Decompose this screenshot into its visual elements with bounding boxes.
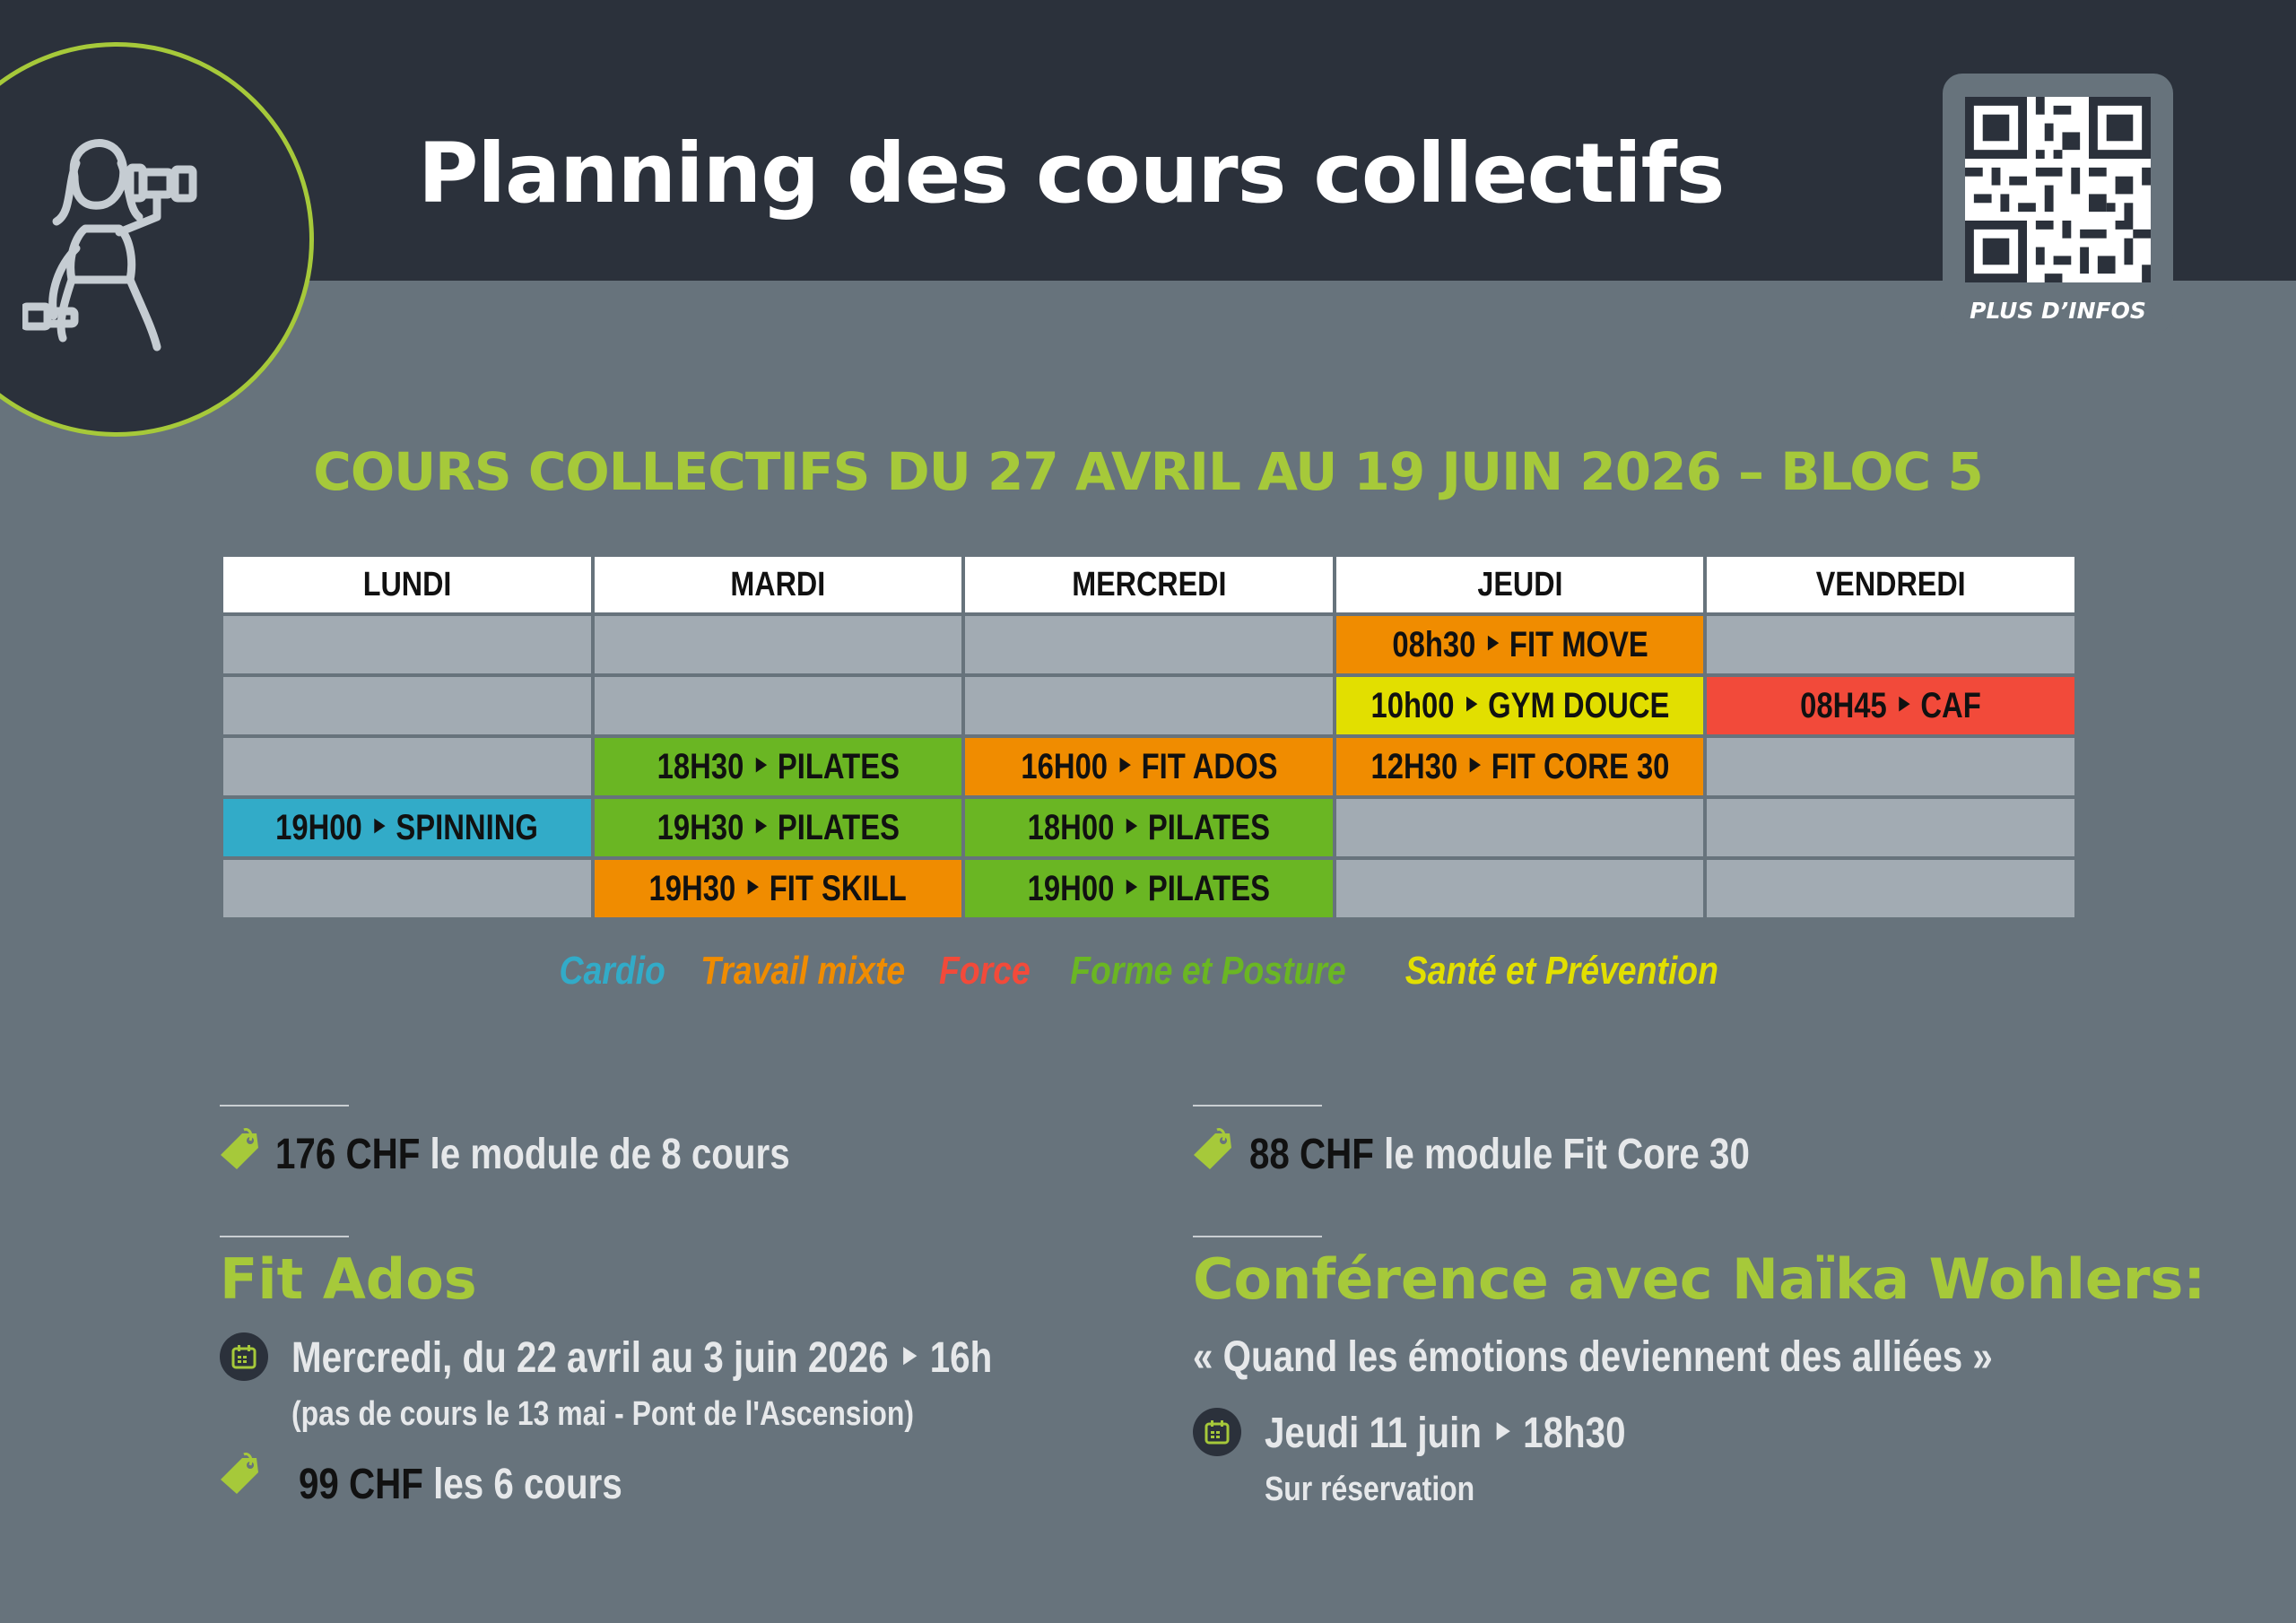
calendar-icon xyxy=(220,1332,268,1381)
schedule-row xyxy=(222,797,2076,858)
empty-slot xyxy=(222,614,593,675)
fit-ados-date: Mercredi, du 22 avril au 3 juin 2026 ‣ 16h xyxy=(291,1334,993,1382)
class-slot: 18H30 ‣ PILATES xyxy=(593,736,964,797)
schedule-row xyxy=(222,614,2076,675)
calendar-icon xyxy=(1193,1408,1241,1456)
conference-title: Conférence avec Naïka Wohlers: xyxy=(1193,1246,2206,1312)
day-header: VENDREDI xyxy=(1705,555,2076,614)
legend-item: Santé et Prévention xyxy=(1405,949,1718,993)
fit-ados-note: (pas de cours le 13 mai - Pont de l'Ascension) xyxy=(291,1395,915,1433)
class-slot: 19H00 ‣ SPINNING xyxy=(222,797,593,858)
conference-quote: « Quand les émotions deviennent des alliées » xyxy=(1193,1333,1993,1381)
class-slot: 16H00 ‣ FIT ADOS xyxy=(963,736,1335,797)
price-fit-core: 88 CHF le module Fit Core 30 xyxy=(1249,1131,1750,1178)
schedule-subtitle: COURS COLLECTIFS DU 27 AVRIL AU 19 JUIN 2026 – BLOC 5 xyxy=(313,441,1983,502)
empty-slot xyxy=(1705,858,2076,919)
price-tag-icon xyxy=(1190,1128,1235,1178)
price-tag-icon xyxy=(217,1128,262,1178)
empty-slot xyxy=(963,614,1335,675)
empty-slot xyxy=(1335,797,1706,858)
class-slot: 12H30 ‣ FIT CORE 30 xyxy=(1335,736,1706,797)
schedule-row xyxy=(222,675,2076,736)
legend-item: Cardio xyxy=(559,949,666,993)
class-slot: 19H00 ‣ PILATES xyxy=(963,858,1335,919)
empty-slot xyxy=(1705,797,2076,858)
conference-note: Sur réservation xyxy=(1265,1471,1475,1508)
empty-slot xyxy=(222,675,593,736)
divider xyxy=(1193,1105,1322,1107)
divider xyxy=(1193,1236,1322,1237)
empty-slot xyxy=(963,675,1335,736)
empty-slot xyxy=(1335,858,1706,919)
empty-slot xyxy=(593,614,964,675)
empty-slot xyxy=(222,858,593,919)
class-slot: 10h00 ‣ GYM DOUCE xyxy=(1335,675,1706,736)
category-legend xyxy=(0,949,2296,994)
schedule-row xyxy=(222,736,2076,797)
class-slot: 18H00 ‣ PILATES xyxy=(963,797,1335,858)
class-slot: 19H30 ‣ PILATES xyxy=(593,797,964,858)
class-slot: 08h30 ‣ FIT MOVE xyxy=(1335,614,1706,675)
legend-item: Force xyxy=(938,949,1031,993)
class-slot: 19H30 ‣ FIT SKILL xyxy=(593,858,964,919)
divider xyxy=(220,1236,349,1237)
qr-code-box[interactable] xyxy=(1943,74,2173,334)
price-tag-icon xyxy=(217,1453,262,1503)
page-title: Planning des cours collectifs xyxy=(418,126,1725,221)
empty-slot xyxy=(1705,614,2076,675)
day-header: JEUDI xyxy=(1335,555,1706,614)
empty-slot xyxy=(593,675,964,736)
day-header: MERCREDI xyxy=(963,555,1335,614)
qr-code-icon xyxy=(1965,97,2151,282)
class-slot: 08H45 ‣ CAF xyxy=(1705,675,2076,736)
price-module-8: 176 CHF le module de 8 cours xyxy=(275,1131,790,1178)
legend-item: Forme et Posture xyxy=(1069,949,1346,993)
legend-item: Travail mixte xyxy=(700,949,906,993)
fit-ados-title: Fit Ados xyxy=(220,1246,477,1312)
day-header: MARDI xyxy=(593,555,964,614)
schedule-table xyxy=(220,553,2078,921)
empty-slot xyxy=(222,736,593,797)
price-fit-ados: 99 CHF les 6 cours xyxy=(299,1461,622,1508)
schedule-row xyxy=(222,858,2076,919)
qr-label: PLUS D’INFOS xyxy=(1970,298,2146,324)
schedule-header-row xyxy=(222,555,2076,614)
conference-date: Jeudi 11 juin ‣ 18h30 xyxy=(1265,1410,1626,1457)
day-header: LUNDI xyxy=(222,555,593,614)
divider xyxy=(220,1105,349,1107)
empty-slot xyxy=(1705,736,2076,797)
woman-dumbbell-icon xyxy=(22,123,247,356)
